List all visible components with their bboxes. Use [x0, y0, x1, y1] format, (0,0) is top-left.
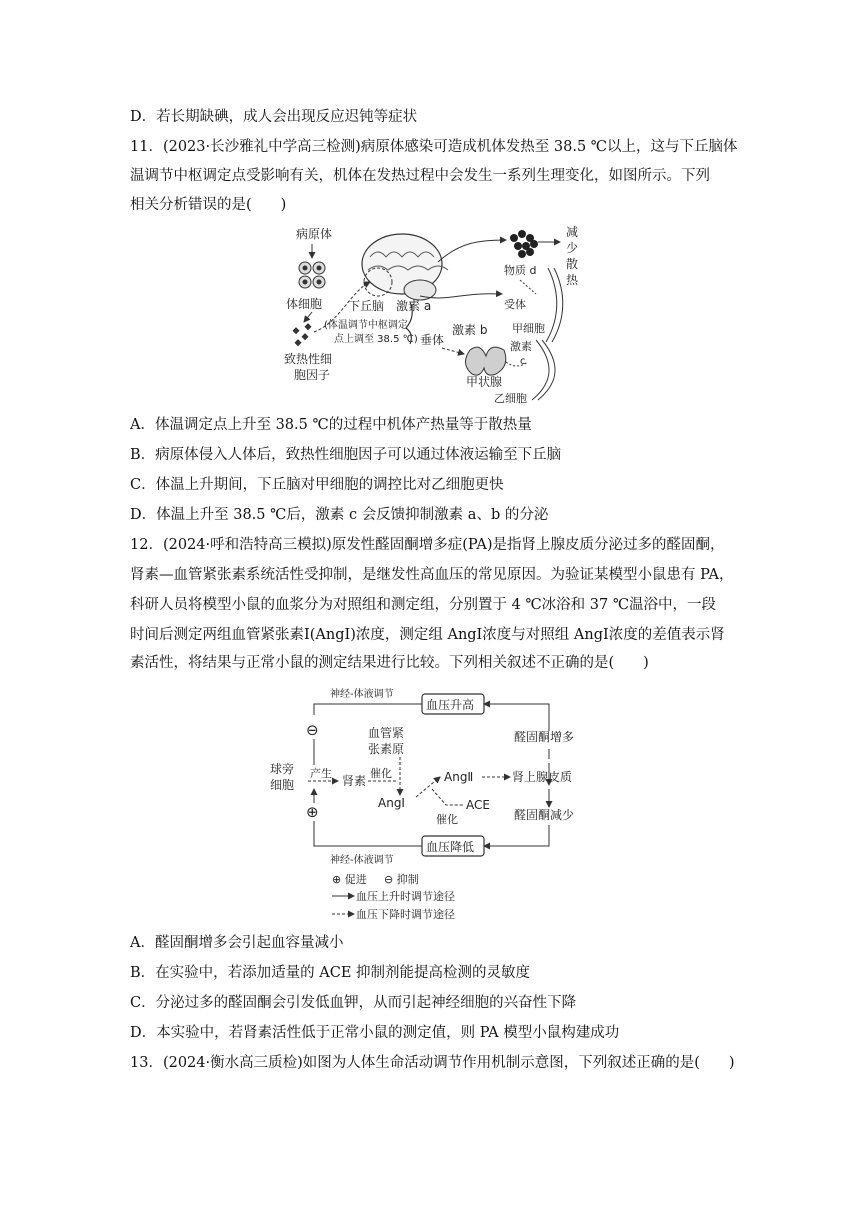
- q11-label-body-cell: 体细胞: [286, 297, 323, 311]
- q12-figure: [260, 685, 600, 925]
- q12-option-a: A．醛固酮增多会引起血容量减小: [130, 935, 344, 951]
- q11-label-cell-b: 乙细胞: [494, 392, 527, 405]
- q11-label-receptor: 受体: [504, 298, 526, 311]
- q12-stem-line-5: 素活性，将结果与正常小鼠的测定结果进行比较。下列相关叙述不正确的是( ): [130, 655, 649, 671]
- q11-label-pituitary: 垂体: [420, 333, 445, 347]
- q11-label-pyrogen-1: 致热性细: [284, 352, 333, 366]
- q12-label-produce: 产生: [310, 767, 332, 780]
- q11-label-pyrogen-2: 胞因子: [294, 368, 331, 382]
- q12-label-aldo-down: 醛固酮减少: [514, 808, 575, 822]
- q11-label-c: c: [520, 356, 526, 367]
- q11-label-hormone-a: 激素 a: [396, 299, 432, 313]
- q11-option-b: B．病原体侵入人体后，致热性细胞因子可以通过体液运输至下丘脑: [130, 447, 562, 463]
- q12-label-aldo-up: 醛固酮增多: [514, 730, 575, 744]
- q12-stem-line-3: 科研人员将模型小鼠的血浆分为对照组和测定组，分别置于 4 ℃冰浴和 37 ℃温浴中，一段: [130, 597, 717, 613]
- q12-legend-up-path: 血压上升时调节途径: [356, 890, 455, 903]
- q12-stem-line-4: 时间后测定两组血管紧张素Ⅰ(AngⅠ)浓度，测定组 AngⅠ浓度与对照组 AngⅠ浓度的差值表示肾: [130, 627, 725, 643]
- q11-stem-line-3: 相关分析错误的是( ): [130, 197, 287, 213]
- q11-label-hormone-c: 激素: [510, 340, 532, 353]
- q12-legend-inhibit: ⊖ 抑制: [384, 873, 419, 886]
- q12-label-angiotensinogen-1: 血管紧: [368, 726, 405, 740]
- q11-label-note-1: (体温调节中枢调定: [324, 320, 408, 331]
- q11-label-reduce-2: 少: [566, 241, 579, 255]
- q11-figure: [270, 222, 600, 407]
- q12-label-catalyze-1: 催化: [370, 767, 392, 780]
- q11-label-cell-a: 甲细胞: [512, 322, 545, 335]
- q11-label-thyroid: 甲状腺: [466, 375, 503, 389]
- q11-stem-line-2: 温调节中枢调定点受影响有关，机体在发热过程中会发生一系列生理变化，如图所示。下列: [130, 168, 710, 184]
- q12-label-jg-2: 细胞: [270, 778, 295, 792]
- q12-label-ace: ACE: [466, 798, 490, 812]
- q11-label-reduce-3: 散: [566, 257, 579, 271]
- q11-label-note-2: 点上调至 38.5 ℃): [334, 334, 418, 345]
- q11-option-c: C．体温上升期间，下丘脑对甲细胞的调控比对乙细胞更快: [130, 477, 504, 493]
- q12-stem-line-2: 肾素—血管紧张素系统活性受抑制，是继发性高血压的常见原因。为验证某模型小鼠患有 PA，: [130, 567, 734, 583]
- q12-label-ang1: AngⅠ: [378, 796, 405, 810]
- cell-membrane-b-icon: [532, 340, 555, 400]
- q12-label-neuro-top: 神经-体液调节: [330, 689, 394, 700]
- q12-label-bp-down: 血压降低: [426, 840, 475, 854]
- q11-label-reduce-4: 热: [566, 273, 579, 287]
- q12-label-neuro-bottom: 神经-体液调节: [330, 855, 394, 866]
- q12-label-angiotensinogen-2: 张素原: [368, 742, 405, 756]
- q12-option-b: B．在实验中，若添加适量的 ACE 抑制剂能提高检测的灵敏度: [130, 965, 531, 981]
- cell-membrane-a-icon: [546, 268, 563, 342]
- q12-legend-promote: ⊕ 促进: [332, 873, 367, 886]
- q12-label-jg-1: 球旁: [270, 762, 295, 776]
- q11-label-pathogen: 病原体: [296, 227, 333, 241]
- q12-label-ang2: AngⅡ: [444, 770, 474, 784]
- q12-label-renin: 肾素: [342, 774, 367, 788]
- q12-label-bp-up: 血压升高: [426, 698, 475, 712]
- q12-stem-line-1: 12．(2024·呼和浩特高三模拟)原发性醛固酮增多症(PA)是指肾上腺皮质分泌过多的醛固酮，: [130, 537, 725, 553]
- q11-label-hypothalamus: 下丘脑: [348, 299, 385, 313]
- q12-label-minus: ⊖: [306, 721, 319, 739]
- brain-icon: [362, 234, 448, 300]
- q11-label-substance-d: 物质 d: [504, 264, 537, 277]
- q12-option-d: D．本实验中，若肾素活性低于正常小鼠的测定值，则 PA 模型小鼠构建成功: [130, 1025, 620, 1041]
- pyrogen-icon: [292, 323, 311, 346]
- q11-label-reduce-1: 减: [566, 225, 579, 239]
- q11-stem-line-1: 11．(2023·长沙雅礼中学高三检测)病原体感染可造成机体发热至 38.5 ℃以上，这与下丘脑体: [130, 139, 738, 155]
- q12-label-plus: ⊕: [306, 803, 319, 821]
- q13-stem: 13．(2024·衡水高三质检)如图为人体生命活动调节作用机制示意图，下列叙述正确的是( ): [130, 1055, 735, 1071]
- gland-icon: [510, 230, 538, 258]
- q12-legend-down-path: 血压下降时调节途径: [356, 908, 455, 921]
- q11-option-d: D．体温上升至 38.5 ℃后，激素 c 会反馈抑制激素 a、b 的分泌: [130, 507, 549, 523]
- q11-label-hormone-b: 激素 b: [452, 323, 488, 337]
- q10-option-d: D．若长期缺碘，成人会出现反应迟钝等症状: [130, 109, 418, 125]
- q12-label-adrenal: 肾上腺皮质: [512, 770, 573, 784]
- q11-option-a: A．体温调定点上升至 38.5 ℃的过程中机体产热量等于散热量: [130, 417, 532, 433]
- q12-label-catalyze-2: 催化: [436, 813, 458, 826]
- thyroid-icon: [465, 347, 505, 375]
- body-cells-icon: [299, 262, 325, 288]
- q12-option-c: C．分泌过多的醛固酮会引发低血钾，从而引起神经细胞的兴奋性下降: [130, 995, 577, 1011]
